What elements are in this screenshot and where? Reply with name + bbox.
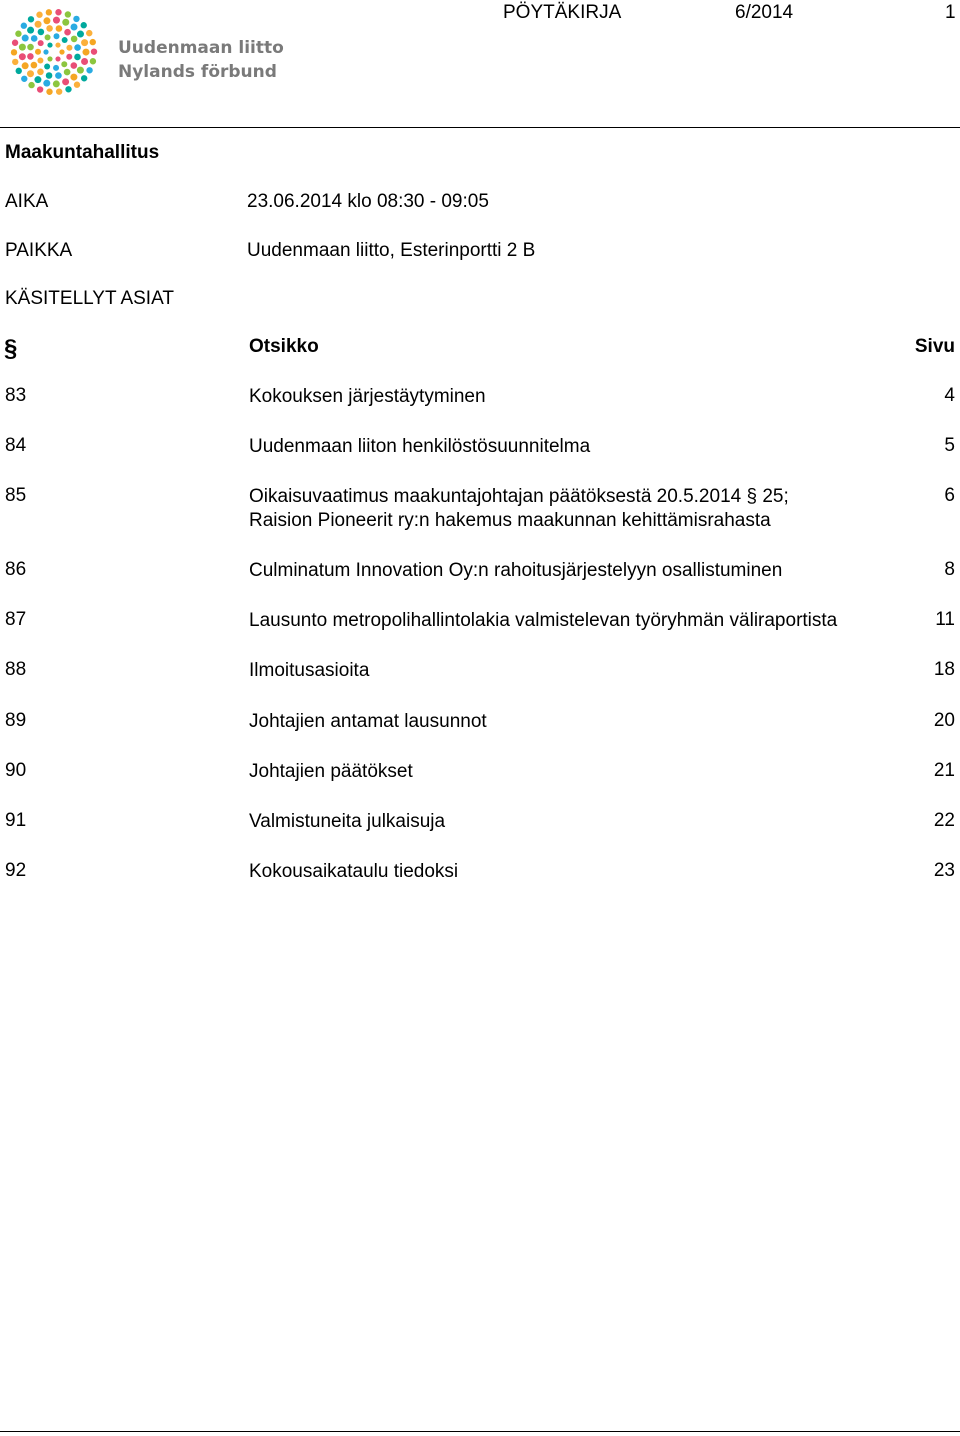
item-number: 83 <box>5 385 27 406</box>
logo-dot <box>37 57 43 63</box>
footer-divider <box>0 1431 960 1432</box>
logo-dot <box>46 72 53 79</box>
item-number: 85 <box>5 485 27 506</box>
logo-dot <box>16 68 22 74</box>
logo-dot <box>38 40 44 46</box>
logo-dot <box>21 76 27 82</box>
logo-dot <box>56 25 63 32</box>
logo-dot <box>70 74 77 81</box>
item-title: Johtajien antamat lausunnot <box>249 711 487 732</box>
body-name: Maakuntahallitus <box>5 142 160 163</box>
item-page: 5 <box>944 435 955 456</box>
logo-dot <box>55 72 62 79</box>
logo-dot <box>91 48 97 54</box>
item-title: Culminatum Innovation Oy:n rahoitusjärjestelyyn osallistuminen <box>249 560 783 581</box>
logo-dot <box>46 25 53 32</box>
logo-dot <box>77 67 84 74</box>
logo-dot <box>77 31 84 38</box>
logo-dot <box>81 75 87 81</box>
logo-dot <box>64 29 71 36</box>
item-page: 23 <box>933 860 955 881</box>
logo-dot <box>27 44 34 51</box>
logo-dot <box>47 56 52 61</box>
document-number: 6/2014 <box>735 2 794 23</box>
item-page: 21 <box>933 760 955 781</box>
logo-dot <box>71 36 78 43</box>
item-page: 22 <box>933 810 955 831</box>
item-title-line-2: Raision Pioneerit ry:n hakemus maakunnan kehittämisrahasta <box>249 510 771 531</box>
item-title: Johtajien päätökset <box>249 761 413 782</box>
logo-wordmark <box>118 36 284 84</box>
logo-dot <box>74 44 81 51</box>
logo-dot <box>28 82 34 88</box>
item-number: 86 <box>5 559 27 580</box>
logo-dot <box>62 37 68 43</box>
place-value: Uudenmaan liitto, Esterinportti 2 B <box>247 240 536 261</box>
logo-dot <box>12 40 18 46</box>
time-value: 23.06.2014 klo 08:30 - 09:05 <box>247 191 489 212</box>
logo-dot <box>37 69 44 76</box>
logo-dot <box>74 54 81 61</box>
logo-dot <box>37 86 43 92</box>
item-page: 20 <box>933 710 955 731</box>
logo-line-1: Uudenmaan liitto <box>118 38 284 58</box>
document-header <box>0 2 960 24</box>
item-title: Valmistuneita julkaisuja <box>249 811 446 832</box>
logo-dot <box>66 45 72 51</box>
logo-dot <box>86 67 92 73</box>
logo-dot <box>34 76 41 83</box>
logo-dot <box>55 42 60 47</box>
logo-dot <box>65 86 71 92</box>
item-page: 8 <box>944 559 955 580</box>
logo-dot <box>19 53 26 60</box>
item-page: 4 <box>944 385 955 406</box>
item-page: 18 <box>933 659 955 680</box>
logo-dot <box>54 33 60 39</box>
item-title: Lausunto metropolihallintolakia valmistelevan työryhmän väliraportista <box>249 610 838 631</box>
logo-dot <box>31 62 38 69</box>
logo-dot <box>22 35 29 42</box>
item-title: Uudenmaan liiton henkilöstösuunnitelma <box>249 436 591 457</box>
item-number: 92 <box>5 860 27 881</box>
item-number: 89 <box>5 710 27 731</box>
logo-dot <box>47 42 52 47</box>
logo-dot <box>45 34 51 40</box>
logo-dot <box>81 58 88 65</box>
item-title: Ilmoitusasioita <box>249 660 370 681</box>
item-number: 88 <box>5 659 27 680</box>
place-label: PAIKKA <box>5 240 73 261</box>
logo-line-2: Nylands förbund <box>118 62 277 82</box>
logo-dot <box>11 49 17 55</box>
logo-dot <box>71 24 78 31</box>
page-number: 1 <box>945 2 956 23</box>
item-title <box>249 485 789 533</box>
header-divider <box>0 127 960 128</box>
logo-dot <box>35 49 41 55</box>
item-title: Kokousaikataulu tiedoksi <box>249 861 459 882</box>
logo-dot <box>12 59 18 65</box>
logo-dot <box>43 80 50 87</box>
item-page: 11 <box>935 609 955 630</box>
logo-dot <box>71 62 78 69</box>
logo-dot <box>38 29 45 36</box>
items-heading: KÄSITELLYT ASIAT <box>5 288 174 309</box>
time-label: AIKA <box>5 191 49 212</box>
item-number: 87 <box>5 609 27 630</box>
item-number: 90 <box>5 760 27 781</box>
logo-dot <box>74 82 80 88</box>
logo-dot <box>19 44 26 51</box>
logo-dot <box>66 54 72 60</box>
logo-dot <box>90 39 96 45</box>
logo-dot <box>27 27 34 34</box>
logo-dot <box>61 61 67 67</box>
logo-dot <box>62 78 69 85</box>
item-title-line-1: Oikaisuvaatimus maakuntajohtajan päätöksestä 20.5.2014 § 25; <box>249 486 789 507</box>
logo-dot <box>64 69 71 76</box>
item-title: Kokouksen järjestäytyminen <box>249 386 486 407</box>
logo-dot <box>53 80 60 87</box>
logo-dot <box>44 63 50 69</box>
logo-dot <box>86 30 92 36</box>
logo-dot <box>15 31 21 37</box>
logo-dot <box>31 35 38 42</box>
logo-dot <box>27 53 34 60</box>
logo-dot <box>22 62 29 69</box>
logo-dot <box>53 65 59 71</box>
column-header-page: Sivu <box>914 336 955 357</box>
logo-dot <box>56 88 62 94</box>
logo-dot <box>81 39 88 46</box>
document-type: PÖYTÄKIRJA <box>503 2 622 23</box>
logo-dot <box>46 89 52 95</box>
logo-dot <box>59 49 64 54</box>
item-page: 6 <box>944 485 955 506</box>
logo-dot <box>90 58 96 64</box>
item-number: 84 <box>5 435 27 456</box>
logo-dot <box>55 56 60 61</box>
logo-dot <box>27 70 34 77</box>
column-header-title: Otsikko <box>249 336 319 357</box>
item-number: 91 <box>5 810 27 831</box>
section-symbol-icon: § <box>4 335 18 362</box>
logo-dot <box>43 49 48 54</box>
logo-dot <box>83 49 90 56</box>
